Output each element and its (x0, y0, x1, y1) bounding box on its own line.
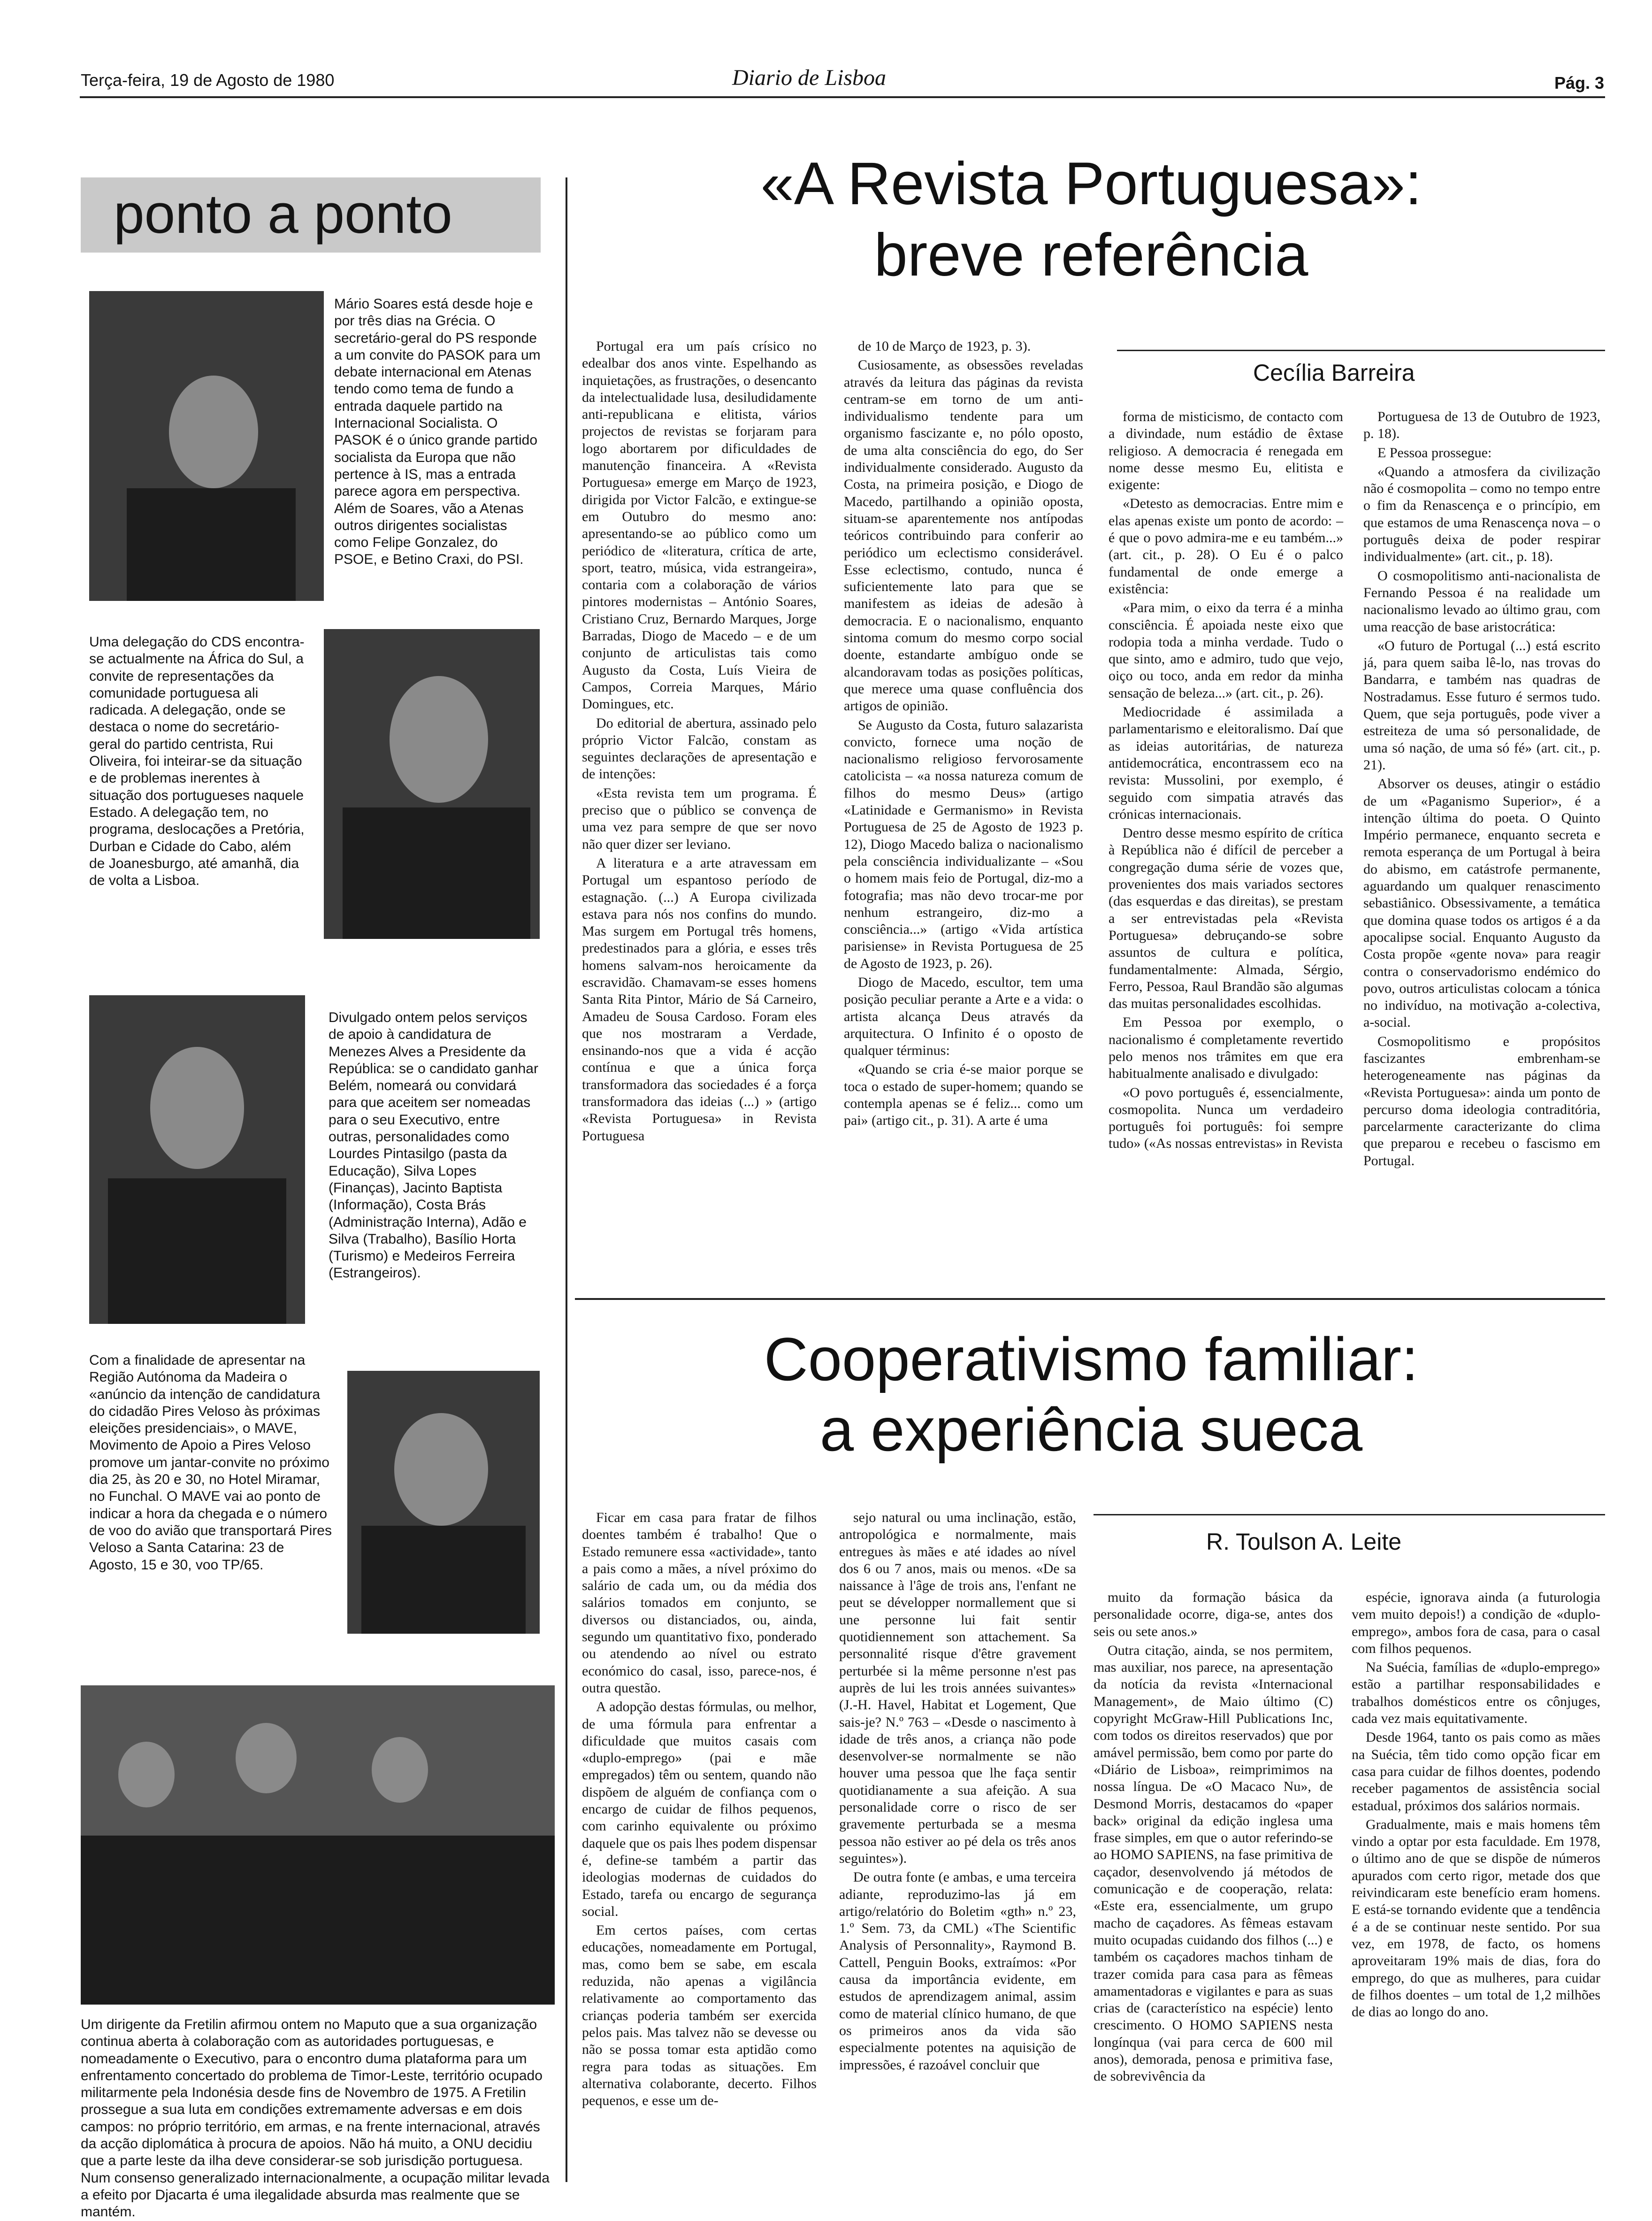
header-date: Terça-feira, 19 de Agosto de 1980 (81, 70, 335, 90)
article2-column-3 (1094, 1589, 1333, 2087)
paragraph: «Esta revista tem um programa. É preciso que o público se convença de uma vez para sempre de que ser novo não quer dizer ser leviano. (582, 785, 817, 852)
photo-soares (89, 291, 324, 601)
article1-column-4 (1363, 408, 1600, 1171)
sidebar-divider (566, 177, 567, 2182)
brief-fretilin: Um dirigente da Fretilin afirmou ontem no Maputo que a sua organização continua aberta à colaboração com as autoridades portuguesas, e nomeadamente o Executivo, para o encontro duma plataforma para um enfrentamento concertado do problema de Timor-Leste, território ocupado militarmente pela Indonésia desde fins de Novembro de 1975. A Fretilin prossegue a sua luta em condições extremamente adversas e em dois campos: no próprio território, em armas, e na frente internacional, através da acção diplomática à procura de apoios. Não há muito, a ONU decidiu que a parte leste da ilha deve considerar-se sob jurisdição portuguesa. Num consenso generalizado internacionalmente, a ocupação militar levada a efeito por Djacarta é uma ilegalidade absurda mas realmente que se mantém. (81, 2017, 550, 2220)
paragraph: «Para mim, o eixo da terra é a minha consciência. É apoiada neste eixo que rodopia toda a minha verdade. Tudo o que sinto, amo e admiro, tudo que vejo, oiço ou toco, anda em redor da minha sensação de beleza...» (art. cit., p. 26). (1109, 600, 1343, 701)
article1-column-3 (1109, 408, 1343, 1154)
sidebar-title: ponto a ponto (114, 183, 452, 245)
paragraph: Gradualmente, mais e mais homens têm vindo a optar por esta faculdade. Em 1978, o último ano de que se dispõe de números apurados com certo rigor, metade dos que reivindicaram este benefício eram homens. E está-se tornando evidente que a tendência é a de se continuar neste sentido. Por sua vez, em 1978, de facto, os homens aproveitaram 19% mais de dias, fora do emprego, do que as mulheres, para cuidar de filhos doentes – um total de 1,2 milhões de dias ao longo do ano. (1352, 1816, 1600, 2020)
paragraph: «Detesto as democracias. Entre mim e elas apenas existe um ponto de acordo: – é que o povo admira-me e eu também...» (art. cit., p. 28). O Eu é o palco fundamental de onde emerge a existência: (1109, 496, 1343, 597)
paragraph: «O povo português é, essencialmente, cosmopolita. Nunca um verdadeiro português foi português: foi sempre tudo» («As nossas entrevistas» in Revista (1109, 1084, 1343, 1152)
article2-column-1 (582, 1509, 817, 2111)
paragraph: Desde 1964, tanto os pais como as mães na Suécia, têm tido como opção ficar em casa para cuidar de filhos doentes, podendo receber pagamentos de assistência social estadual, próximos dos salários normais. (1352, 1729, 1600, 1814)
photo-fretilin-crowd (81, 1685, 555, 2005)
paragraph: «Quando se cria é-se maior porque se toca o estado de super-homem; quando se contempla apenas se é feliz... como um pai» (artigo cit., p. 31). A arte é uma (844, 1061, 1083, 1129)
paragraph: Outra citação, ainda, se nos permitem, mas auxiliar, nos parece, na apresentação da notícia da revista «Internacional Management», de Maio último (C) copyright McGraw-Hill Publications Inc, com todos os direitos reservados) que por amável permissão, bem como por parte do «Diário de Lisboa», reimprimimos na nossa língua. De «O Macaco Nu», de Desmond Morris, destacamos do «paper back» original da edição inglesa uma frase simples, em que o autor referindo-se ao HOMO SAPIENS, na fase primitiva de caçador, desenvolvendo já métodos de comunicação e de cooperação, relata: «Este era, essencialmente, um grupo macho de caçadores. As fêmeas estavam muito ocupadas cuidando dos filhos (...) e também os caçadores machos tinham de trazer comida para casa para as fêmeas amamentadoras e vigilantes e para as suas crias de (característico na espécie) lento crescimento. O HOMO SAPIENS nesta longínqua (vai para cerca de 600 mil anos), demorada, penosa e primitiva fase, de sobrevivência da (1094, 1642, 1333, 2084)
article1-column-2 (844, 338, 1083, 1131)
paragraph: Mediocridade é assimilada a parlamentarismo e eleitoralismo. Daí que as ideias autoritárias, de natureza antidemocrática, encontrassem eco na revista: Mussolini, por exemplo, é seguido com simpatia através das crónicas internacionais. (1109, 704, 1343, 822)
article2-author: R. Toulson A. Leite (1206, 1529, 1402, 1555)
paragraph: Dentro desse mesmo espírito de crítica à República não é difícil de perceber a congregação duma série de vozes que, provenientes dos mais variados sectores (das esquerdas e das direitas), se prestam a ser entrevistadas pela «Revista Portuguesa» debruçando-se sobre assuntos de cultura e política, fundamentalmente: Almada, Sérgio, Ferro, Pessoa, Raul Brandão são algumas das muitas personalidades escolhidas. (1109, 825, 1343, 1012)
paragraph: Se Augusto da Costa, futuro salazarista convicto, fornece uma noção de nacionalismo religioso fervorosamente catolicista – «a nossa natureza comum de filhos do mesmo Deus» (artigo «Latinidade e Germanismo» in Revista Portuguesa de 25 de Agosto de 1923 p. 12), Diogo Macedo baliza o nacionalismo pela consciência individualizante – «Sou o homem mais feio de Portugal, diz-mo a fotografia; mas não devo trocar-me por nenhum estrangeiro, diz-mo a consciência...» (artigo «Vida artística parisiense» in Revista Portuguesa de 25 de Agosto de 1923, p. 26). (844, 717, 1083, 971)
paragraph: espécie, ignorava ainda (a futurologia vem muito depois!) a condição de «duplo-emprego», ambos fora de casa, para o casal com filhos pequenos. (1352, 1590, 1600, 1656)
paragraph: Na Suécia, famílias de «duplo-emprego» estão a partilhar responsabilidades e trabalhos domésticos entre os cônjuges, cada vez mais equitativamente. (1352, 1660, 1600, 1727)
sidebar-title-box (81, 177, 541, 253)
paragraph: Diogo de Macedo, escultor, tem uma posição peculiar perante a Arte e a vida: o artista alcança Deus através da arquitectura. O Infinito é o oposto de qualquer términus: (844, 974, 1083, 1059)
paragraph: Portugal era um país crísico no edealbar dos anos vinte. Espelhando as inquietações, as frustrações, o desencanto da intelectualidade lusa, desiludidamente anti-republicana e elitista, vários projectos de revistas se forjaram para logo abortarem por dificuldades de manutenção financeira. A «Revista Portuguesa» emerge em Março de 1923, dirigida por Victor Falcão, e extingue-se em Outubro do mesmo ano: apresentando-se ao público como um periódico de «literatura, crítica de arte, sport, teatro, música, vida estrangeira», contaria com a colaboração de vários pintores modernistas – António Soares, Cristiano Cruz, Bernardo Marques, Jorge Barradas, Diogo de Macedo – e de um conjunto de articulistas tais como Augusto da Costa, Luís Vieira de Campos, Correia Marques, Mário Domingues, etc. (582, 338, 817, 712)
paragraph: E Pessoa prossegue: (1377, 445, 1492, 461)
paragraph: Ficar em casa para fratar de filhos doentes também é trabalho! Que o Estado remunere essa «actividade», tanto a pais como a mães, a nível próximo do salário de cada um, ou da média dos salários tomados em conjunto, se diversos ou distanciados, ou, ainda, segundo um quantitativo fixo, ponderado ou atendendo ao nível ou estrato económico do casal, isso, parece-nos, é outra questão. (582, 1510, 817, 1696)
byline-rule (1117, 350, 1605, 351)
paragraph: sejo natural ou uma inclinação, estão, antropológica e normalmente, mais entregues às mães e até idades ao nível dos 6 ou 7 anos, mais ou menos. «De sa naissance à l'âge de trois ans, l'enfant ne peut se développer normallement que si une personne lui fait sentir quotidiennement son attachement. Sa personnalité risque d'être gravement perturbée si la même personne n'est pas auprès de lui les trois années suivantes» (J.-H. Havel, Habitat et Logement, Que sais-je? N.º 763 – «Desde o nascimento à idade de três anos, a criança não pode desenvolver-se normalmente se não houver uma pessoa que lhe faça sentir quotidianamente a sua afeição. A sua personalidade corre o risco de ser gravemente perturbada se a mesma pessoa não estiver ao pé dela os três anos seguintes»). (839, 1510, 1076, 1866)
paragraph: Portuguesa de 13 de Outubro de 1923, p. 18). (1363, 409, 1600, 442)
article1-author: Cecília Barreira (1253, 360, 1415, 386)
article1-title-line2: breve referência (874, 222, 1308, 289)
paragraph: Em Pessoa por exemplo, o nacionalismo é completamente revertido pelo menos nos trâmites em que era habitualmente analisado e divulgado: (1109, 1014, 1343, 1082)
brief-cds: Uma delegação do CDS encontra-se actualmente na África do Sul, a convite de representações da comunidade portuguesa ali radicada. A delegação, onde se destaca o nome do secretário-geral do partido centrista, Rui Oliveira, foi inteirar-se da situação e de problemas inerentes à situação dos portugueses naquele Estado. A delegação tem, no programa, deslocações a Pretória, Durban e Cidade do Cabo, além de Joanesburgo, até amanhã, dia de volta a Lisboa. (89, 634, 305, 889)
article2-column-4 (1352, 1589, 1600, 2022)
article2-column-2 (839, 1509, 1076, 2075)
paragraph: forma de misticismo, de contacto com a divindade, num estádio de êxtase religioso. A democracia é renegada em nome desse mesmo Eu, elitista e exigente: (1109, 409, 1343, 493)
header-rule (80, 96, 1605, 98)
paragraph: Absorver os deuses, atingir o estádio de um «Paganismo Superior», é a intenção última do poeta. O Quinto Império permanece, enquanto secreta e remota esperança de um Portugal à beira do abismo, em catástrofe permanente, aguardando um qualquer renascimento sebastiânico. Obsessivamente, a temática que domina quase todos os artigos é a da apocalipse social. Enquanto Augusto da Costa propõe «gente nova» para reagir contra o conservadorismo endémico do povo, outros articulistas colocam a tónica no indivíduo, na motivação a-colectiva, a-social. (1363, 776, 1600, 1030)
byline-rule-2 (1094, 1514, 1605, 1515)
photo-veloso (347, 1371, 540, 1634)
brief-madeira: Com a finalidade de apresentar na Região Autónoma da Madeira o «anúncio da intenção de candidatura do cidadão Pires Veloso às próximas eleições presidenciais», o MAVE, Movimento de Apoio a Pires Veloso promove um jantar-convite no próximo dia 25, às 20 e 30, no Hotel Miramar, no Funchal. O MAVE vai ao ponto de indicar a hora da chegada e o número de voo do avião que transportará Pires Veloso a Santa Catarina: 23 de Agosto, 15 e 30, voo TP/65. (89, 1353, 332, 1573)
brief-soares: Mário Soares está desde hoje e por três dias na Grécia. O secretário-geral do PS responde a um convite do PASOK para um debate internacional em Atenas tendo como tema de fundo a entrada daquele partido na Internacional Socialista. O PASOK é o único grande partido socialista da Europa que não pertence à IS, mas a entrada parece agora em perspectiva. Além de Soares, vão a Atenas outros dirigentes socialistas como Felipe Gonzalez, do PSOE, e Betino Craxi, do PSI. (334, 296, 541, 568)
paragraph: Cosmopolitismo e propósitos fascizantes embrenham-se heterogeneamente nas páginas da «Revista Portuguesa»: ainda um ponto de percurso doma ideologia contraditória, parcelarmente caracterizante do clima que preparou e recebeu o fascismo em Portugal. (1363, 1033, 1600, 1168)
brief-menezes: Divulgado ontem pelos serviços de apoio à candidatura de Menezes Alves a Presidente da República: se o candidato ganhar Belém, nomeará ou convidará para que aceitem ser nomeadas para o seu Executivo, entre outras, personalidades como Lourdes Pintasilgo (pasta da Educação), Silva Lopes (Finanças), Jacinto Baptista (Informação), Costa Brás (Administração Interna), Adão e Silva (Trabalho), Basílio Horta (Turismo) e Medeiros Ferreira (Estrangeiros). (329, 1010, 538, 1281)
paragraph: A adopção destas fórmulas, ou melhor, de uma fórmula para enfrentar a dificuldade que muitos casais com «duplo-emprego» (pai e mãe empregados) têm ou sentem, quando não dispõem de alguém de confiança com o encargo de cuidar de filhos pequenos, com carinho equivalente ou próximo daquele que os pais lhes podem dispensar é, define-se também a partir das ideologias modernas de cuidados do Estado, tarefa ou encargo de segurança social. (582, 1699, 817, 1919)
article-divider (575, 1298, 1605, 1300)
paragraph: muito da formação básica da personalidade ocorre, diga-se, antes dos seis ou sete anos.» (1094, 1590, 1333, 1639)
paragraph: «Quando a atmosfera da civilização não é cosmopolita – como no tempo entre o fim da Renascença e o princípio, em que estamos de uma Renascença nova – o português deixa de poder respirar individualmente» (art. cit., p. 18). (1363, 463, 1600, 565)
photo-menezes (89, 995, 305, 1324)
paragraph: De outra fonte (e ambas, e uma terceira adiante, reproduzimo-las já em artigo/relatório do Boletim «gth» n.º 23, 1.º Sem. 73, da CML) «The Scientific Analysis of Personnality», Raymond B. Cattell, Penguin Books, extraímos: «Por causa da importância evidente, em estudos de aprendizagem animal, assim como de material clínico humano, de que os primeiros anos da vida são especialmente potentes na aquisição de impressões, é razoável concluir que (839, 1869, 1076, 2073)
article1-title-line1: «A Revista Portuguesa»: (760, 150, 1422, 217)
article2-title-line1: Cooperativismo familiar: (764, 1325, 1419, 1393)
paragraph: O cosmopolitismo anti-nacionalista de Fernando Pessoa é na realidade um nacionalismo levado ao último grau, com uma reacção de base aristocrática: (1363, 568, 1600, 635)
paragraph: Em certos países, com certas educações, nomeadamente em Portugal, mas, como bem se sabe, em escala reduzida, não apenas a vigilância relativamente ao comportamento das crianças poderia também ser exercida pelos pais. Mas talvez não se devesse ou não se possa tomar esta aptidão como regra para todas as situações. Em alternativa colaborante, decerto. Filhos pequenos, e esse um de- (582, 1922, 817, 2109)
photo-cds (324, 629, 540, 939)
paragraph: de 10 de Março de 1923, p. 3). (858, 338, 1031, 354)
paragraph: Do editorial de abertura, assinado pelo próprio Victor Falcão, constam as seguintes declarações de apresentação e de intenções: (582, 715, 817, 782)
article1-column-1 (582, 338, 817, 1146)
paragraph: Cusiosamente, as obsessões reveladas através da leitura das páginas da revista centram-se em torno de um anti-individualismo tendente para um organismo fascizante e, no pólo oposto, de uma alta consciência do ego, do Ser individualmente considerado. Augusto da Costa, na primeira posição, e Diogo de Macedo, partilhando a opinião oposta, situam-se aparentemente nos antípodas teóricos contribuindo para conferir ao periódico um eclectismo considerável. Esse eclectismo, contudo, nunca é suficientemente lato para que se manifestem as ideias de adesão à democracia. E o nacionalismo, enquanto sintoma comum do mesmo corpo social doente, estandarte ambíguo onde se alcandoravam todas as posições políticas, que merece uma quase confluência dos artigos de opinião. (844, 357, 1083, 714)
page-number: Pág. 3 (1554, 73, 1605, 92)
article2-title-line2: a experiência sueca (819, 1395, 1363, 1464)
paragraph: «O futuro de Portugal (...) está escrito já, para quem saiba lê-lo, nas trovas do Bandarra, e também nas quadras de Nostradamus. Esse futuro é sermos tudo. Quem, que seja português, pode viver a estreiteza de uma só personalidade, de uma só nação, de uma só fé» (art. cit., p. 21). (1363, 638, 1600, 773)
paragraph: A literatura e a arte atravessam em Portugal um espantoso período de estagnação. (...) A Europa civilizada estava para nós nos confins do mundo. Mas surgem em Portugal três homens, predestinados para a glória, e esses três homens salvam-nos heroicamente da escravidão. Chamavam-se esses homens Santa Rita Pintor, Mário de Sá Carneiro, Amadeu de Sousa Cardoso. Foram eles que nos mostraram a Verdade, ensinando-nos que a vida é acção contínua e que a única força transformadora das sociedades é a força transformadora das ideias (...) » (artigo «Revista Portuguesa» in Revista Portuguesa (582, 855, 817, 1144)
masthead: Diario de Lisboa (732, 65, 887, 90)
